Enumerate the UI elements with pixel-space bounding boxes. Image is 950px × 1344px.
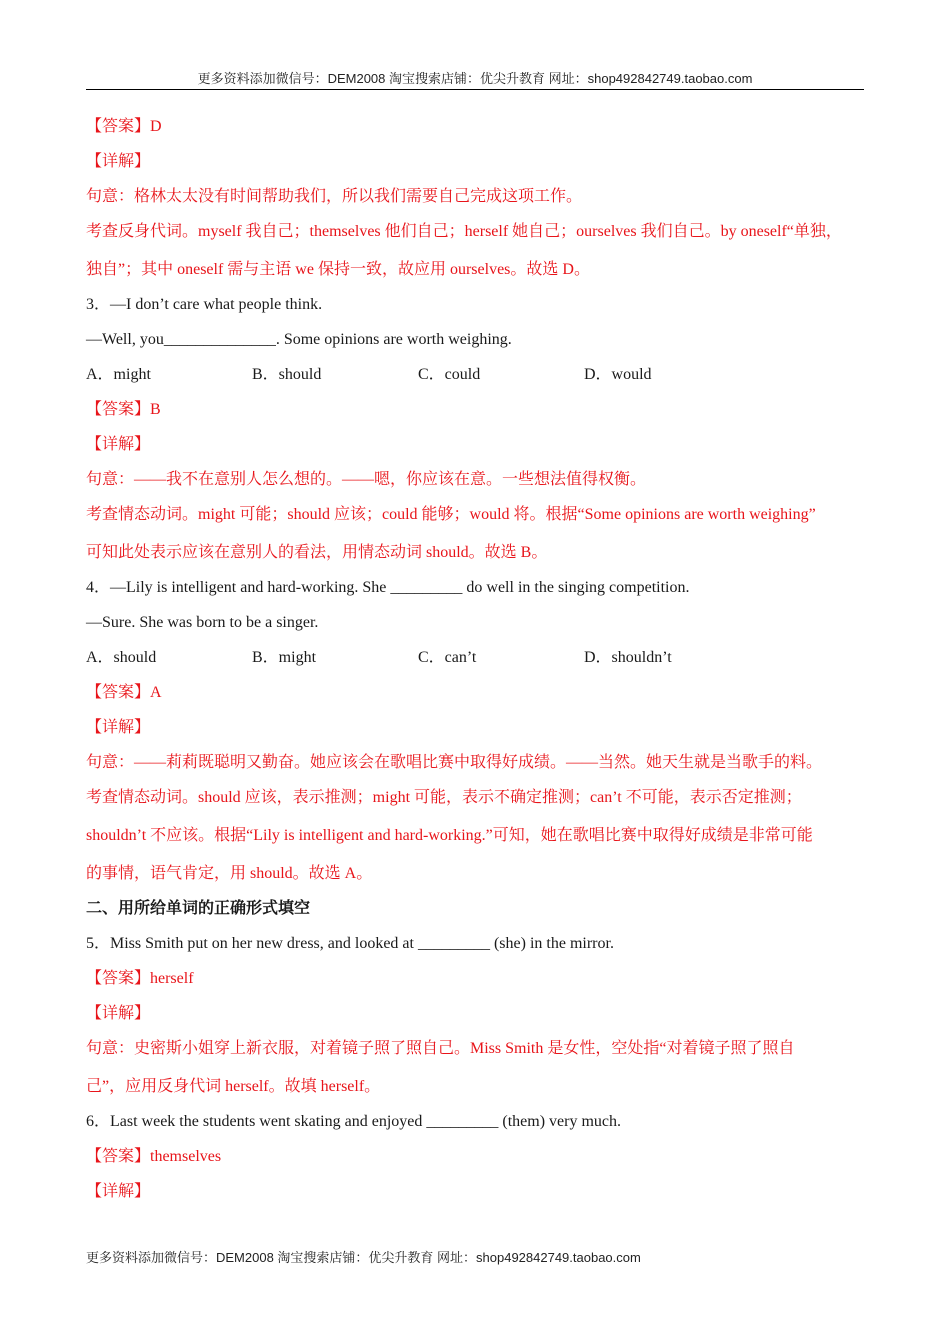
- q3-analysis-line-2: 可知此处表示应该在意别人的看法，用情态动词 should。故选 B。: [86, 544, 548, 561]
- q6-answer: 【答案】themselves: [86, 1148, 222, 1165]
- q5-detail-label: 【详解】: [86, 1005, 151, 1022]
- q3-detail-label: 【详解】: [86, 436, 151, 453]
- q4-analysis-line-1: 考查情态动词。should 应该，表示推测；might 可能，表示不确定推测；can’t 不可能，表示否定推测；: [86, 789, 802, 806]
- q4-option-d: D．shouldn’t: [584, 649, 672, 666]
- q4-detail-label: 【详解】: [86, 719, 151, 736]
- q4-analysis-line-2: shouldn’t 不应该。根据“Lily is intelligent and hard-working.”可知，她在歌唱比赛中取得好成绩是非常可能: [86, 827, 813, 844]
- page-header: 更多资料添加微信号：DEM2008 淘宝搜索店铺：优尖升教育 网址：shop492842749.taobao.com: [86, 68, 864, 90]
- q5-answer: 【答案】herself: [86, 970, 194, 987]
- q3-analysis-line-1: 考查情态动词。might 可能；should 应该；could 能够；would 将。根据“Some opinions are worth weighing”: [86, 506, 816, 523]
- q3-answer: 【答案】B: [86, 401, 161, 418]
- q3-option-c: C．could: [418, 366, 481, 383]
- q5-analysis-line-1: 句意：史密斯小姐穿上新衣服，对着镜子照了照自己。Miss Smith 是女性，空处指“对着镜子照了照自: [86, 1040, 795, 1057]
- q5-stem: 5．Miss Smith put on her new dress, and looked at _________ (she) in the mirror.: [86, 935, 614, 952]
- q2-meaning: 句意：格林太太没有时间帮助我们，所以我们需要自己完成这项工作。: [86, 188, 583, 205]
- q4-option-c: C．can’t: [418, 649, 477, 666]
- q4-option-a: A．should: [86, 649, 157, 666]
- q4-meaning: 句意：——莉莉既聪明又勤奋。她应该会在歌唱比赛中取得好成绩。——当然。她天生就是当歌手的料。: [86, 754, 823, 771]
- q6-detail-label: 【详解】: [86, 1183, 151, 1200]
- q3-option-a: A．might: [86, 366, 151, 383]
- page-content: [86, 115, 866, 1204]
- q4-options: [86, 646, 866, 670]
- q2-answer: 【答案】D: [86, 118, 162, 135]
- q4-stem-line-1: 4．—Lily is intelligent and hard-working. She _________ do well in the singing competition.: [86, 579, 690, 596]
- q6-stem: 6．Last week the students went skating and enjoyed _________ (them) very much.: [86, 1113, 621, 1130]
- q3-option-b: B．should: [252, 366, 322, 383]
- section-2-title: 二、用所给单词的正确形式填空: [86, 900, 311, 917]
- q4-analysis-line-3: 的事情，语气肯定，用 should。故选 A。: [86, 865, 373, 882]
- q5-analysis-line-2: 己”，应用反身代词 herself。故填 herself。: [86, 1078, 381, 1095]
- page-footer: 更多资料添加微信号：DEM2008 淘宝搜索店铺：优尖升教育 网址：shop492842749.taobao.com: [86, 1250, 641, 1265]
- q4-option-b: B．might: [252, 649, 317, 666]
- q2-detail-label: 【详解】: [86, 153, 151, 170]
- q3-meaning: 句意：——我不在意别人怎么想的。——嗯，你应该在意。一些想法值得权衡。: [86, 471, 647, 488]
- q4-answer: 【答案】A: [86, 684, 162, 701]
- q4-stem-line-2: —Sure. She was born to be a singer.: [86, 614, 319, 631]
- q3-option-d: D．would: [584, 366, 652, 383]
- q3-stem-line-1: 3．—I don’t care what people think.: [86, 296, 323, 313]
- q2-analysis-line-2: 独自”；其中 oneself 需与主语 we 保持一致，故应用 ourselves。故选 D。: [86, 261, 590, 278]
- q2-analysis-line-1: 考查反身代词。myself 我自己；themselves 他们自己；herself 她自己；ourselves 我们自己。by oneself“单独，: [86, 223, 842, 240]
- q3-options: [86, 363, 866, 387]
- q3-stem-line-2: —Well, you______________. Some opinions are worth weighing.: [86, 331, 512, 348]
